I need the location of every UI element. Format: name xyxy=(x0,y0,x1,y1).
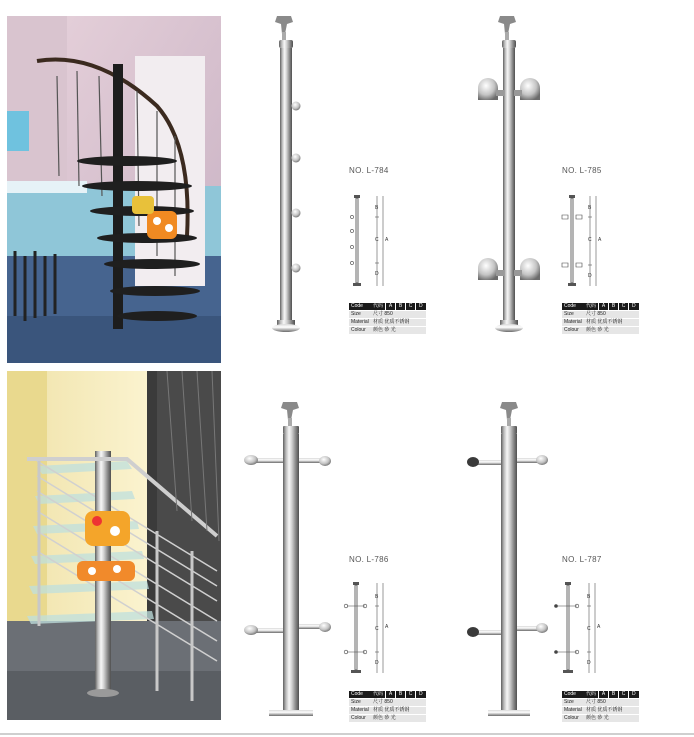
dim-letter-d: D xyxy=(587,660,591,666)
material-label: Material xyxy=(562,319,584,327)
size-value: 850 xyxy=(384,311,393,317)
size-value: 850 xyxy=(597,311,606,317)
product-l784 xyxy=(265,14,315,334)
size-value: 850 xyxy=(384,699,393,705)
dim-letter-d: D xyxy=(375,271,379,277)
size-label-cn: 尺寸 xyxy=(586,311,597,317)
code-label: Code xyxy=(562,303,584,311)
col-c: C xyxy=(406,303,416,311)
code-label-cn: 代码 xyxy=(584,303,599,311)
spec-table xyxy=(349,303,426,334)
col-a: A xyxy=(386,691,396,699)
material-label-cn: 材质 xyxy=(586,707,597,713)
col-b: B xyxy=(609,303,619,311)
colour-label-cn: 颜色 xyxy=(373,715,384,721)
dimension-diagram xyxy=(553,580,607,685)
colour-label-cn: 颜色 xyxy=(373,327,384,333)
material-label-cn: 材质 xyxy=(373,707,384,713)
material-value: 优质不锈钢 xyxy=(597,707,623,713)
spec-table xyxy=(562,303,639,334)
dim-letter-d: D xyxy=(588,273,592,279)
colour-value: 砂 光 xyxy=(597,327,609,333)
dim-letter-b: B xyxy=(375,594,379,600)
model-number: NO. L-784 xyxy=(349,166,389,175)
dim-letter-c: C xyxy=(587,626,591,632)
dim-letter-c: C xyxy=(375,237,379,243)
spec-table xyxy=(349,691,426,722)
col-c: C xyxy=(619,303,629,311)
material-value: 优质不锈钢 xyxy=(384,319,410,325)
col-d: D xyxy=(416,303,426,311)
model-number: NO. L-785 xyxy=(562,166,602,175)
colour-label-cn: 颜色 xyxy=(586,327,597,333)
product-l787 xyxy=(466,400,550,722)
spiral-staircase-photo xyxy=(7,16,221,363)
dim-letter-c: C xyxy=(588,237,592,243)
material-label-cn: 材质 xyxy=(586,319,597,325)
col-b: B xyxy=(609,691,619,699)
code-label: Code xyxy=(349,691,371,699)
product-l785 xyxy=(472,14,542,334)
col-d: D xyxy=(416,691,426,699)
col-d: D xyxy=(629,691,639,699)
colour-value: 砂 光 xyxy=(597,715,609,721)
material-label: Material xyxy=(349,319,371,327)
colour-label: Colour xyxy=(349,715,371,723)
model-number: NO. L-786 xyxy=(349,555,389,564)
col-c: C xyxy=(619,691,629,699)
dim-letter-b: B xyxy=(588,205,592,211)
col-d: D xyxy=(629,303,639,311)
col-a: A xyxy=(386,303,396,311)
spec-table xyxy=(562,691,639,722)
page-bottom-divider xyxy=(0,733,694,735)
size-label: Size xyxy=(562,311,584,319)
product-l786 xyxy=(243,400,335,722)
dimension-diagram xyxy=(343,580,397,685)
glass-staircase-photo xyxy=(7,371,221,720)
code-label: Code xyxy=(562,691,584,699)
code-label-cn: 代码 xyxy=(584,691,599,699)
size-label-cn: 尺寸 xyxy=(373,311,384,317)
size-label-cn: 尺寸 xyxy=(586,699,597,705)
colour-label-cn: 颜色 xyxy=(586,715,597,721)
dim-letter-b: B xyxy=(375,205,379,211)
dim-letter-c: C xyxy=(375,626,379,632)
code-label: Code xyxy=(349,303,371,311)
model-number: NO. L-787 xyxy=(562,555,602,564)
dimension-diagram xyxy=(347,193,397,298)
size-label: Size xyxy=(349,311,371,319)
dim-letter-d: D xyxy=(375,660,379,666)
dim-letter-a: A xyxy=(385,237,389,243)
dimension-diagram xyxy=(560,193,610,298)
material-label-cn: 材质 xyxy=(373,319,384,325)
colour-value: 砂 光 xyxy=(384,327,396,333)
material-value: 优质不锈钢 xyxy=(597,319,623,325)
material-label: Material xyxy=(562,707,584,715)
material-value: 优质不锈钢 xyxy=(384,707,410,713)
size-label: Size xyxy=(349,699,371,707)
size-label-cn: 尺寸 xyxy=(373,699,384,705)
colour-label: Colour xyxy=(349,327,371,335)
colour-value: 砂 光 xyxy=(384,715,396,721)
col-b: B xyxy=(396,303,406,311)
dim-letter-a: A xyxy=(598,237,602,243)
col-b: B xyxy=(396,691,406,699)
dim-letter-b: B xyxy=(587,594,591,600)
dim-letter-a: A xyxy=(597,624,601,630)
code-label-cn: 代码 xyxy=(371,691,386,699)
dim-letter-a: A xyxy=(385,624,389,630)
material-label: Material xyxy=(349,707,371,715)
size-label: Size xyxy=(562,699,584,707)
colour-label: Colour xyxy=(562,715,584,723)
size-value: 850 xyxy=(597,699,606,705)
col-c: C xyxy=(406,691,416,699)
code-label-cn: 代码 xyxy=(371,303,386,311)
colour-label: Colour xyxy=(562,327,584,335)
col-a: A xyxy=(599,691,609,699)
col-a: A xyxy=(599,303,609,311)
